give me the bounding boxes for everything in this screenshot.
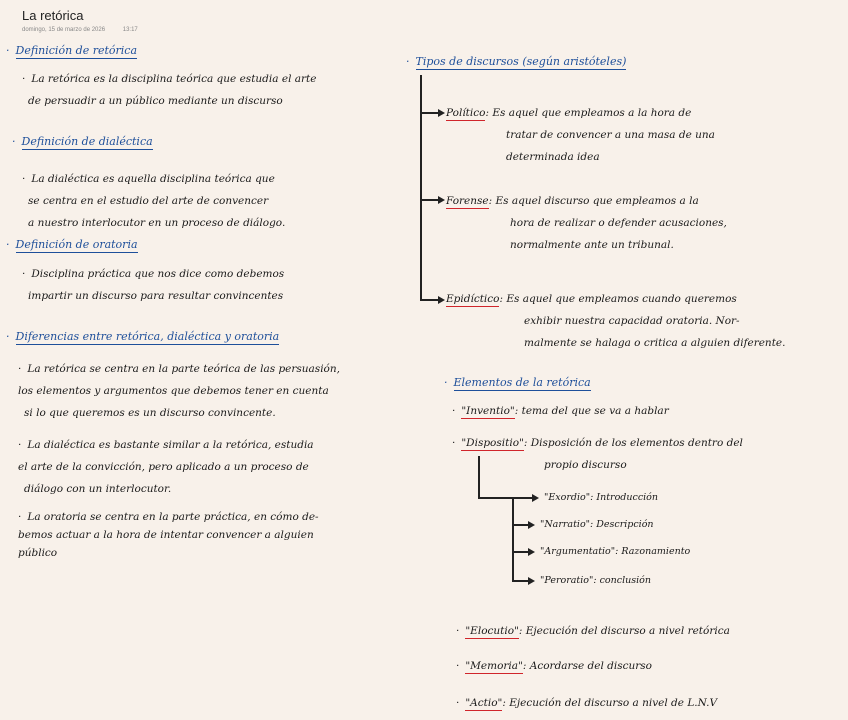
def-oratoria-text: · Disciplina práctica que nos dice como debemos impartir un discurso para resultar convincentes [22, 268, 285, 302]
heading-elementos: · Elementos de la retórica [444, 376, 591, 389]
tree-trunk-tipos [420, 75, 422, 300]
parte-argumentatio: "Argumentatio": Razonamiento [540, 546, 691, 557]
heading-def-oratoria: · Definición de oratoria [6, 238, 138, 251]
elemento-elocutio: · "Elocutio": Ejecución del discurso a nivel retórica [456, 625, 730, 637]
heading-def-dialectica: · Definición de dialéctica [12, 135, 153, 148]
branch-exordio [478, 497, 534, 499]
parte-exordio: "Exordio": Introducción [544, 492, 659, 503]
elemento-inventio: · "Inventio": tema del que se va a hablar [452, 405, 669, 417]
branch-epidictico [420, 299, 440, 301]
heading-diferencias: · Diferencias entre retórica, dialéctica y oratoria [6, 330, 280, 343]
def-retorica-text: · La retórica es la disciplina teórica que estudia el arte de persuadir a un público mediante un discurso [22, 73, 317, 107]
heading-def-retorica: · Definición de retórica [6, 44, 138, 57]
heading-tipos-discursos: · Tipos de discursos (según aristóteles) [406, 55, 627, 68]
page-title: La retórica [22, 8, 84, 23]
arrow-argumentatio-icon [528, 548, 535, 556]
diferencias-dialectica-text: · La dialéctica es bastante similar a la retórica, estudia el arte de la convicción, pero aplicado a un proceso de diálogo con un interlocutor. [18, 439, 314, 495]
arrow-politico-icon [438, 109, 445, 117]
tipo-epidictico: Epidíctico: Es aquel que empleamos cuando queremos exhibir nuestra capacidad oratoria. Nor- malmente se halaga o critica a alguien diferente. [446, 293, 786, 349]
elemento-actio: · "Actio": Ejecución del discurso a nivel de L.N.V [456, 697, 718, 709]
tipo-politico: Político: Es aquel que empleamos a la hora de tratar de convencer a una masa de una determinada idea [446, 107, 715, 163]
arrow-peroratio-icon [528, 577, 535, 585]
tipo-forense: Forense: Es aquel discurso que empleamos a la hora de realizar o defender acusaciones, normalmente ante un tribunal. [446, 195, 727, 251]
branch-politico [420, 112, 440, 114]
dispositio-drop-line [478, 456, 480, 498]
elemento-dispositio: · "Dispositio": Disposición de los elementos dentro del propio discurso [452, 437, 743, 471]
page-time: 13:17 [122, 27, 138, 33]
parte-narratio: "Narratio": Descripción [540, 519, 654, 530]
dispositio-sub-trunk [512, 497, 514, 581]
page-date: domingo, 15 de marzo de 2026 [22, 27, 106, 33]
arrow-epidictico-icon [438, 296, 445, 304]
elemento-memoria: · "Memoria": Acordarse del discurso [456, 660, 652, 672]
arrow-narratio-icon [528, 521, 535, 529]
diferencias-retorica-text: · La retórica se centra en la parte teórica de las persuasión, los elementos y argumentos que debemos tener en cuenta si lo que queremos es un discurso convincente. [18, 363, 340, 419]
parte-peroratio: "Peroratio": conclusión [540, 575, 651, 586]
branch-forense [420, 199, 440, 201]
arrow-exordio-icon [532, 494, 539, 502]
page-timestamp [22, 27, 154, 33]
diferencias-oratoria-text: · La oratoria se centra en la parte práctica, en cómo de- bemos actuar a la hora de intentar convencer a alguien público [18, 511, 319, 559]
def-dialectica-text: · La dialéctica es aquella disciplina teórica que se centra en el estudio del arte de convencer a nuestro interlocutor en un proceso de diálogo. [22, 173, 286, 229]
arrow-forense-icon [438, 196, 445, 204]
